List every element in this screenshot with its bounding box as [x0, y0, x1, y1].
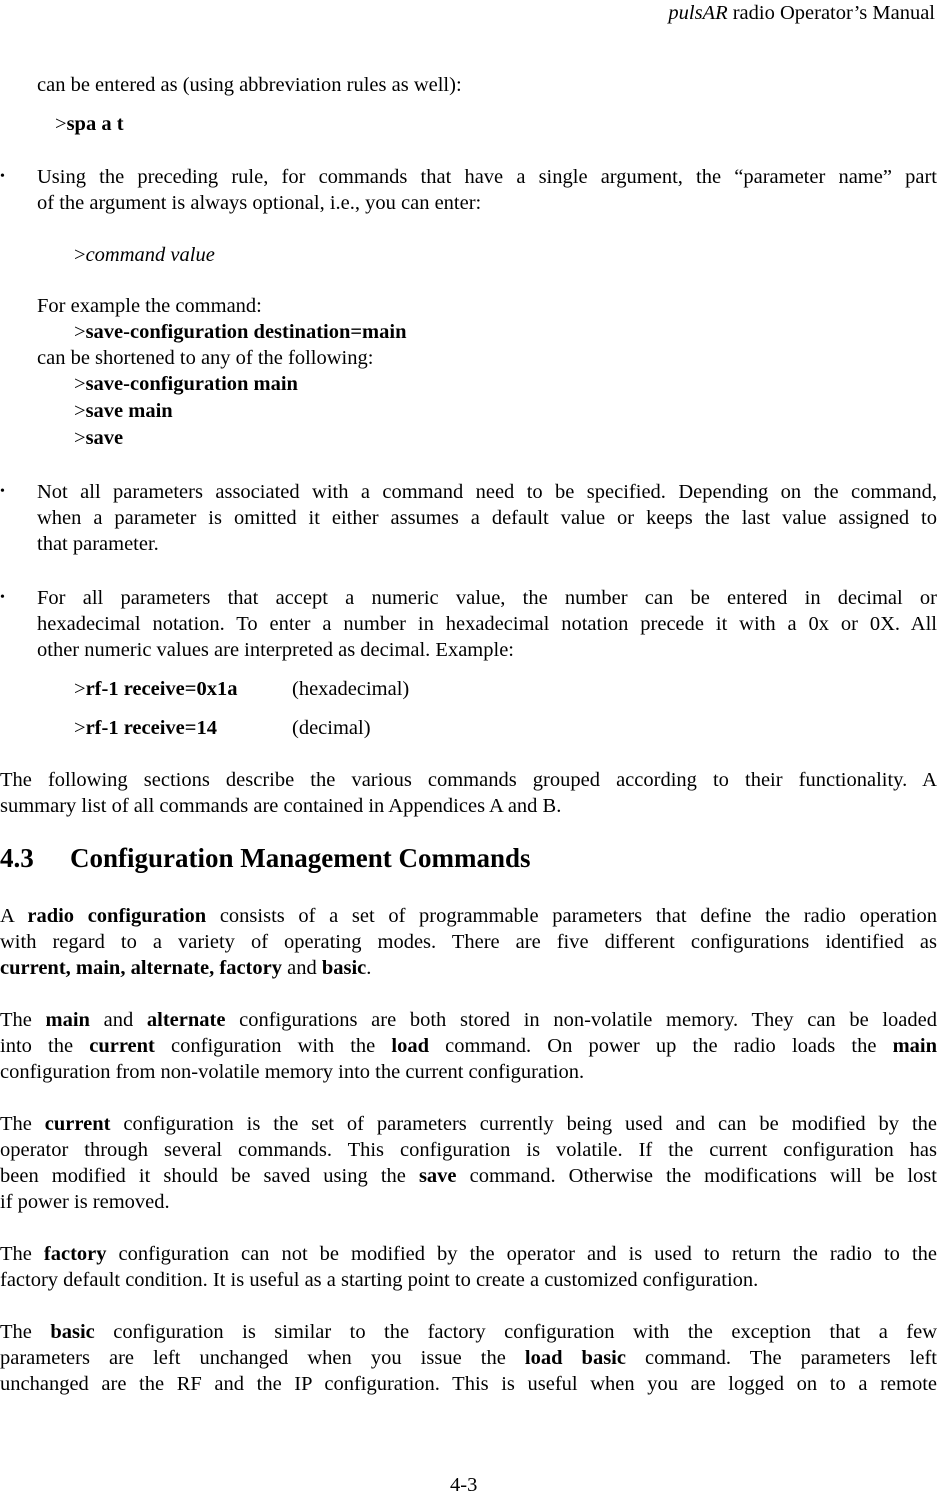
p3-line3: been modified it should be saved using the save command. Otherwise the modifications will be lost [0, 1165, 937, 1187]
bullet3-line2: hexadecimal notation. To enter a number in hexadecimal notation precede it with a 0x or 0X. All [37, 613, 937, 635]
section-heading [0, 843, 531, 873]
hex-example-note: (hexadecimal) [292, 678, 410, 700]
p2-line1: The main and alternate configurations are both stored in non-volatile memory. They can be loaded [0, 1009, 937, 1031]
summary-line2: summary list of all commands are contained in Appendices A and B. [0, 795, 562, 817]
bullet3-line3: other numeric values are interpreted as decimal. Example: [37, 639, 514, 661]
bullet2-line1: Not all parameters associated with a command need to be specified. Depending on the command, [37, 481, 937, 503]
bullet2-line2: when a parameter is omitted it either assumes a default value or keeps the last value assigned to [37, 507, 937, 529]
bullet2-line3: that parameter. [37, 533, 159, 555]
intro-line: can be entered as (using abbreviation rules as well): [37, 74, 462, 96]
p1-line1: A radio configuration consists of a set of programmable parameters that define the radio operation [0, 905, 937, 927]
p2-line3: configuration from non-volatile memory into the current configuration. [0, 1061, 585, 1083]
hex-example-command: >rf-1 receive=0x1a [74, 678, 238, 700]
p1-line3: current, main, alternate, factory and basic. [0, 957, 372, 979]
short-command-1: >save-configuration main [74, 373, 298, 395]
p3-line2: operator through several commands. This configuration is volatile. If the current configuration has [0, 1139, 937, 1161]
page-number: 4-3 [450, 1474, 478, 1496]
bullet-icon: • [0, 169, 5, 184]
bullet-item-2 [0, 479, 937, 559]
bullet1-command: >command value [74, 244, 215, 266]
p2-line2: into the current configuration with the load command. On power up the radio loads the main [0, 1035, 937, 1057]
p5-line3: unchanged are the RF and the IP configuration. This is useful when you are logged on to a remote [0, 1373, 937, 1395]
short-command-3: >save [74, 427, 124, 449]
p4-line1: The factory configuration can not be modified by the operator and is used to return the radio to the [0, 1243, 937, 1265]
bullet1-example-label: For example the command: [37, 295, 262, 317]
bullet1-shortened-label: can be shortened to any of the following: [37, 347, 374, 369]
p3-line4: if power is removed. [0, 1191, 170, 1213]
header-title: radio Operator’s Manual [727, 2, 935, 24]
intro-command: >spa a t [55, 113, 124, 135]
summary-line1: The following sections describe the various commands grouped according to their functionality. A [0, 769, 937, 791]
header-product: pulsAR [668, 2, 728, 24]
p5-line1: The basic configuration is similar to the factory configuration with the exception that a few [0, 1321, 937, 1343]
p1-line2: with regard to a variety of operating modes. There are five different configurations identified as [0, 931, 937, 953]
bullet-item-1 [0, 164, 937, 464]
p3-line1: The current configuration is the set of parameters currently being used and can be modified by the [0, 1113, 937, 1135]
bullet-icon: • [0, 590, 5, 605]
bullet1-example-command: >save-configuration destination=main [74, 321, 407, 343]
section-title: Configuration Management Commands [70, 843, 531, 873]
bullet3-line1: For all parameters that accept a numeric value, the number can be entered in decimal or [37, 587, 937, 609]
page-header [668, 0, 935, 26]
dec-example-command: >rf-1 receive=14 [74, 717, 217, 739]
p4-line2: factory default condition. It is useful as a starting point to create a customized configuration. [0, 1269, 759, 1291]
dec-example-note: (decimal) [292, 717, 371, 739]
bullet-item-3 [0, 585, 937, 745]
bullet1-line2: of the argument is always optional, i.e., you can enter: [37, 192, 482, 214]
short-command-2: >save main [74, 400, 173, 422]
bullet-icon: • [0, 484, 5, 499]
p5-line2: parameters are left unchanged when you issue the load basic command. The parameters left [0, 1347, 937, 1369]
section-number: 4.3 [0, 843, 34, 873]
bullet1-line1: Using the preceding rule, for commands that have a single argument, the “parameter name” part [37, 166, 937, 188]
